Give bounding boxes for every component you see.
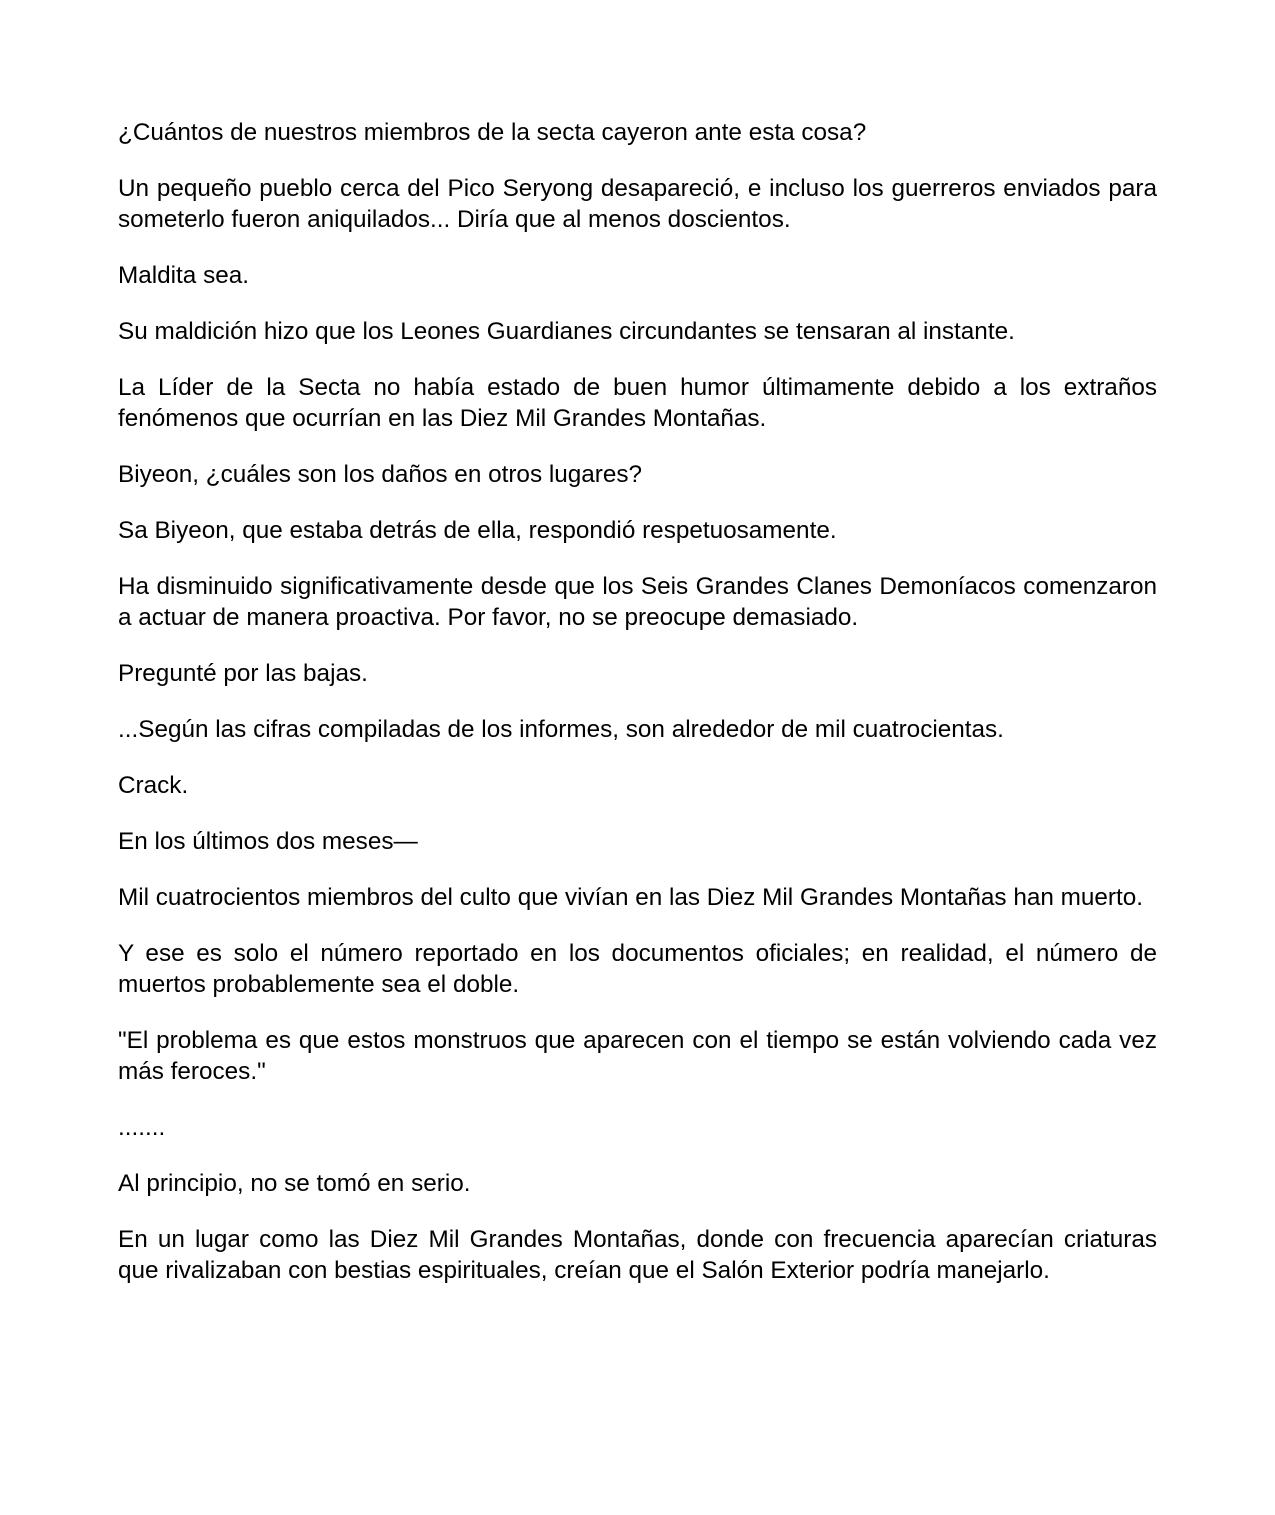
paragraph: Biyeon, ¿cuáles son los daños en otros lugares? (118, 461, 643, 488)
paragraph: ¿Cuántos de nuestros miembros de la secta cayeron ante esta cosa? (118, 119, 867, 146)
paragraph: En los últimos dos meses— (118, 828, 418, 855)
paragraph: Sa Biyeon, que estaba detrás de ella, respondió respetuosamente. (118, 517, 837, 544)
paragraph: Al principio, no se tomó en serio. (118, 1170, 471, 1197)
paragraph: ....... (118, 1114, 166, 1141)
paragraph: Un pequeño pueblo cerca del Pico Seryong desapareció, e incluso los guerreros enviados para someterlo fueron aniquilados... Diría que al menos doscientos. (118, 175, 1157, 233)
paragraph: "El problema es que estos monstruos que aparecen con el tiempo se están volviendo cada vez más feroces." (118, 1027, 1157, 1085)
paragraph: Crack. (118, 772, 189, 799)
paragraph: Maldita sea. (118, 262, 249, 289)
document-page (118, 117, 1157, 1311)
paragraph: Mil cuatrocientos miembros del culto que vivían en las Diez Mil Grandes Montañas han muerto. (118, 884, 1143, 911)
paragraph: Ha disminuido significativamente desde que los Seis Grandes Clanes Demoníacos comenzaron a actuar de manera proactiva. Por favor, no se preocupe demasiado. (118, 573, 1157, 631)
paragraph: En un lugar como las Diez Mil Grandes Montañas, donde con frecuencia aparecían criaturas que rivalizaban con bestias espirituales, creían que el Salón Exterior podría manejarlo. (118, 1226, 1157, 1284)
paragraph: Y ese es solo el número reportado en los documentos oficiales; en realidad, el número de muertos probablemente sea el doble. (118, 940, 1157, 998)
paragraph: ...Según las cifras compiladas de los informes, son alrededor de mil cuatrocientas. (118, 716, 1004, 743)
paragraph: La Líder de la Secta no había estado de buen humor últimamente debido a los extraños fenómenos que ocurrían en las Diez Mil Grandes Montañas. (118, 374, 1157, 432)
paragraph: Pregunté por las bajas. (118, 660, 368, 687)
paragraph: Su maldición hizo que los Leones Guardianes circundantes se tensaran al instante. (118, 318, 1015, 345)
